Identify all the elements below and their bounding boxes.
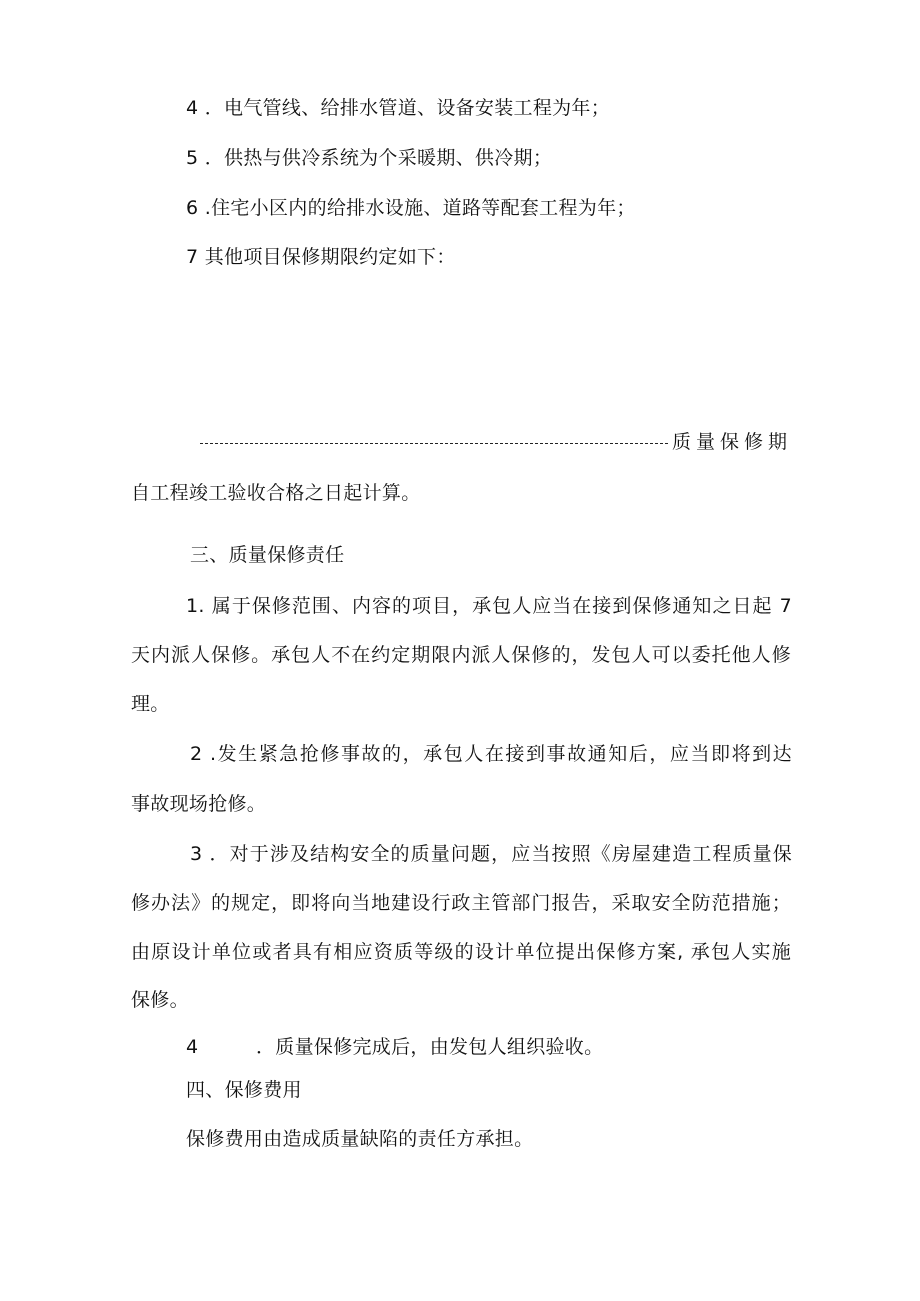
item3-line2: 修办法》的规定，即将向当地建设行政主管部门报告，采取安全防范措施； (131, 892, 791, 914)
item1-line3: 理。 (131, 693, 170, 715)
item4-number: 4 (186, 1036, 199, 1058)
item3-line3: 由原设计单位或者具有相应资质等级的设计单位提出保修方案, 承包人实施 (131, 941, 791, 963)
warranty-term-7: 7 其他项目保修期限约定如下： (186, 246, 456, 268)
warranty-term-5: 5 ．供热与供冷系统为个采暖期、供冷期； (186, 147, 553, 169)
item2-line2: 事故现场抢修。 (131, 793, 267, 815)
item3-line1: 3 ．对于涉及结构安全的质量问题，应当按照《房屋建造工程质量保 (190, 843, 792, 865)
warranty-term-6: 6 .住宅小区内的给排水设施、道路等配套工程为年； (186, 197, 636, 219)
period-blank-line (200, 430, 792, 454)
period-continuation: 自工程竣工验收合格之日起计算。 (131, 482, 421, 504)
period-label: 质量保修期 (671, 431, 792, 453)
section-four-heading: 四、保修费用 (186, 1079, 302, 1101)
item3-line4: 保修。 (131, 989, 189, 1011)
warranty-term-4: 4 ．电气管线、给排水管道、设备安装工程为年； (186, 97, 611, 119)
item4-text: ．质量保修完成后，由发包人组织验收。 (256, 1036, 604, 1058)
item1-line2: 天内派人保修。承包人不在约定期限内派人保修的，发包人可以委托他人修 (131, 644, 791, 666)
section-four-body: 保修费用由造成质量缺陷的责任方承担。 (186, 1128, 534, 1150)
dashed-rule (200, 443, 668, 444)
item1-line1: 1. 属于保修范围、内容的项目，承包人应当在接到保修通知之日起 7 (186, 595, 792, 617)
item2-line1: 2 .发生紧急抢修事故的，承包人在接到事故通知后，应当即将到达 (190, 743, 792, 765)
section-three-heading: 三、质量保修责任 (190, 544, 345, 566)
